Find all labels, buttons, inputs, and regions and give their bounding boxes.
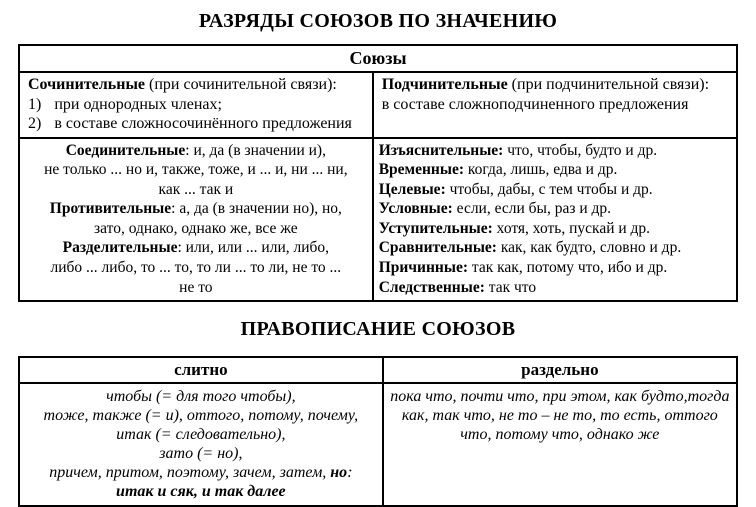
table1-subheader-row [20,73,736,139]
subordinating-header-cell [374,73,736,137]
table-line [25,180,367,200]
type-text: как, как будто, словно и др. [496,239,682,257]
table-line [24,463,378,482]
type-text: : а, да (в значении но), но, [171,200,342,218]
type-label: Причинные: [378,259,468,277]
table-line [25,199,367,219]
item-text: при однородных членах; [54,95,222,113]
subordinating-note: (при подчинительной связи): [507,76,710,93]
coordinating-types-cell [20,139,374,301]
table-line [24,482,378,501]
spelling-title: ПРАВОПИСАНИЕ СОЮЗОВ [240,318,516,341]
table-line [379,141,731,161]
type-text: хотя, хоть, пускай и др. [492,219,651,237]
table-line [25,160,367,180]
coordinating-item-2 [28,114,364,134]
table-line [379,199,731,219]
table-line [379,258,731,278]
table1-caption: Союзы [20,46,736,73]
item-number: 1) [28,95,42,113]
line-text: причем, притом, поэтому, зачем, затем, [49,464,331,482]
type-text: : и, да (в значении и), [185,141,326,159]
type-text: когда, лишь, едва и др. [463,161,618,179]
together-header: слитно [20,358,384,382]
line-text: итак (= следовательно), [116,426,286,444]
type-text: чтобы, дабы, с тем чтобы и др. [445,180,653,198]
type-text: не только ... но и, также, тоже, и ... и, ни ... ни, [44,161,348,179]
line-text: как, так что, не то – не то, то есть, оттого [401,407,718,425]
separate-header: раздельно [521,360,599,380]
together-cell [20,384,384,505]
type-label: Разделительные [62,239,178,257]
main-title: РАЗРЯДЫ СОЮЗОВ ПО ЗНАЧЕНИЮ [198,10,558,32]
table-line [388,406,732,425]
type-label: Целевые: [378,180,446,198]
item-text: в составе сложносочинённого предложения [54,115,352,132]
subordinating-types-cell [374,139,736,301]
type-label: Изъяснительные: [378,141,504,159]
table-line [379,238,731,258]
conjunction-spelling-table [18,356,738,507]
type-text: не то [179,278,213,296]
coordinating-heading [28,75,364,95]
type-text: либо ... либо, то ... то, то ли ... то ли, не то ... [50,259,342,277]
line-text: тоже, также (= и), оттого, потому, почему, [43,407,359,425]
coordinating-note: (при сочинительной связи): [145,76,337,93]
table-line [388,425,732,444]
line-bold: итак и сяк, и так далее [116,483,286,501]
table-line [25,219,367,239]
table-line [25,278,367,298]
type-text: : или, или ... или, либо, [177,239,330,257]
line-tail: : [347,464,353,482]
table2-header-row [20,358,736,384]
conjunction-categories-table [18,44,738,302]
subordinating-label: Подчинительные [381,76,508,93]
table-line [24,387,378,406]
line-text: зато (= но), [159,445,243,463]
line-text: пока что, почти что, при этом, как будто,тогда [390,388,730,406]
type-label: Временные: [378,161,464,179]
table-line [24,406,378,425]
type-label: Уступительные: [378,219,493,237]
table-line [25,238,367,258]
coordinating-item-1 [28,95,364,115]
type-text: зато, однако, однако же, все же [94,219,298,237]
type-text: как ... так и [158,180,234,198]
table-line [379,278,731,298]
line-text: чтобы (= для того чтобы), [106,388,296,406]
subordinating-heading [382,75,728,95]
type-text: так как, потому что, ибо и др. [468,259,668,277]
table2-body-row [20,384,736,505]
coordinating-label: Сочинительные [28,76,146,93]
type-label: Следственные: [378,278,485,296]
table1-body-row [20,139,736,301]
table-line [379,180,731,200]
type-text: что, чтобы, будто и др. [503,141,658,159]
table-line [379,219,731,239]
line-text: что, потому что, однако же [460,426,660,444]
subordinating-subtext: в составе сложноподчиненного предложения [381,95,689,113]
type-text: так что [484,278,537,296]
separate-cell [384,384,736,505]
coordinating-header-cell [20,73,374,137]
table-line [24,425,378,444]
table-line [25,141,367,161]
type-label: Сравнительные: [378,239,497,257]
table-line [379,160,731,180]
type-label: Соединительные [65,141,186,159]
type-label: Противительные [49,200,172,218]
type-label: Условные: [378,200,453,218]
line-bold: но [330,464,348,482]
table-line [388,387,732,406]
table-line [24,444,378,463]
type-text: если, если бы, раз и др. [452,200,612,218]
table-line [25,258,367,278]
item-number: 2) [28,115,42,132]
